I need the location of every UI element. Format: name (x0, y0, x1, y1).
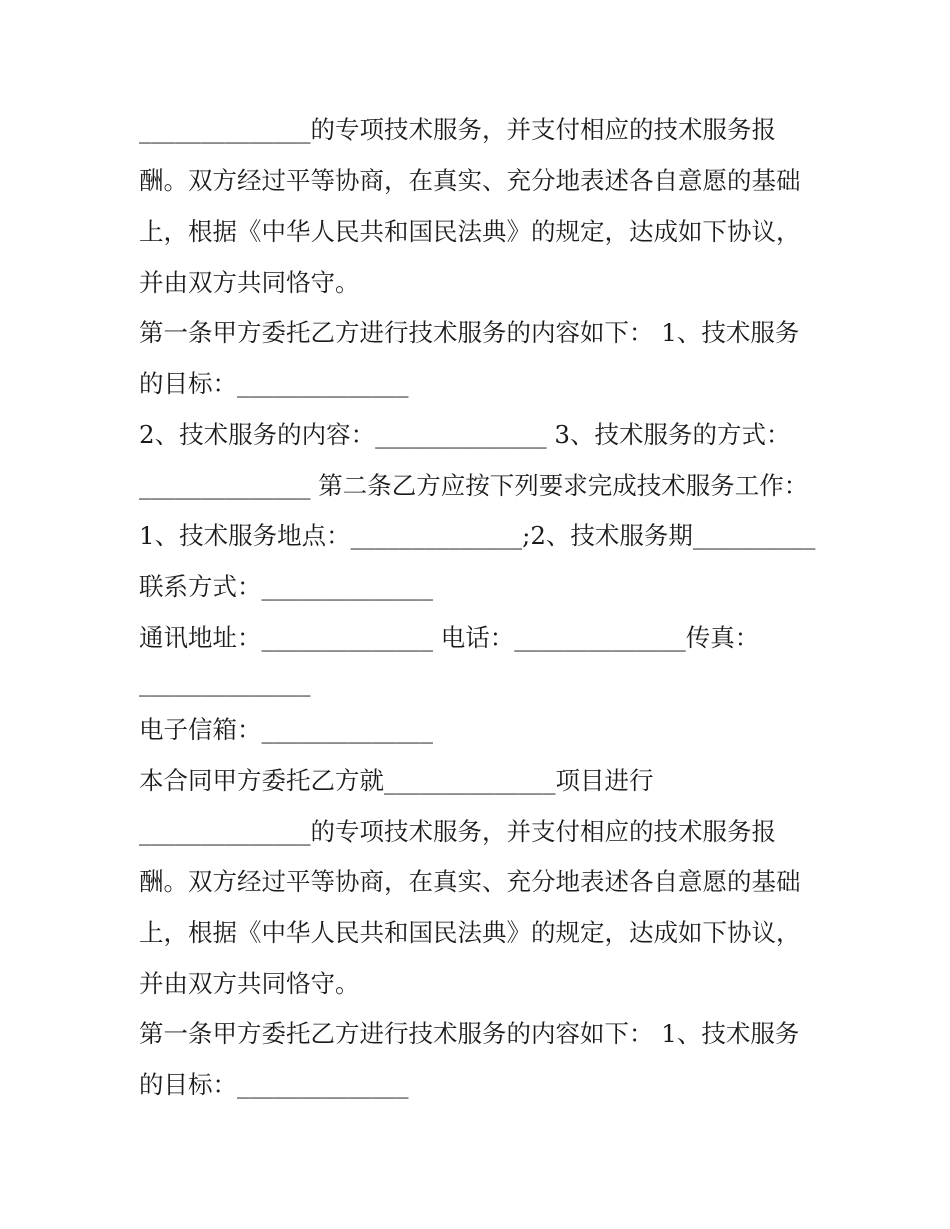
text-line: 本合同甲方委托乙方就______________项目进行 (139, 766, 654, 795)
text-line: 通讯地址：______________ 电话：______________传真： (139, 623, 760, 652)
text-line: 上，根据《中华人民共和国民法典》的规定，达成如下协议， (139, 918, 801, 947)
text-line: 电子信箱：______________ (139, 715, 433, 744)
text-line: ______________的专项技术服务，并支付相应的技术服务报 (139, 115, 776, 144)
text-line: 并由双方共同恪守。 (139, 969, 360, 998)
text-line: 1、技术服务地点：______________;2、技术服务期__________ (139, 521, 816, 550)
text-line: 上，根据《中华人民共和国民法典》的规定，达成如下协议， (139, 217, 801, 246)
text-line: 酬。双方经过平等协商，在真实、充分地表述各自意愿的基础 (139, 166, 801, 195)
text-line: 2、技术服务的内容：______________ 3、技术服务的方式： (139, 420, 791, 449)
text-line: ______________的专项技术服务，并支付相应的技术服务报 (139, 817, 776, 846)
text-line: 并由双方共同恪守。 (139, 268, 360, 297)
text-line: 的目标：______________ (139, 1070, 409, 1099)
text-line: 第一条甲方委托乙方进行技术服务的内容如下： 1、技术服务 (139, 318, 800, 347)
text-line: 酬。双方经过平等协商，在真实、充分地表述各自意愿的基础 (139, 867, 801, 896)
text-line: ______________ 第二条乙方应按下列要求完成技术服务工作： (139, 471, 809, 500)
text-line: 第一条甲方委托乙方进行技术服务的内容如下： 1、技术服务 (139, 1019, 800, 1048)
text-line: ______________ (139, 668, 311, 697)
text-line: 的目标：______________ (139, 369, 409, 398)
text-line: 联系方式：______________ (139, 572, 433, 601)
